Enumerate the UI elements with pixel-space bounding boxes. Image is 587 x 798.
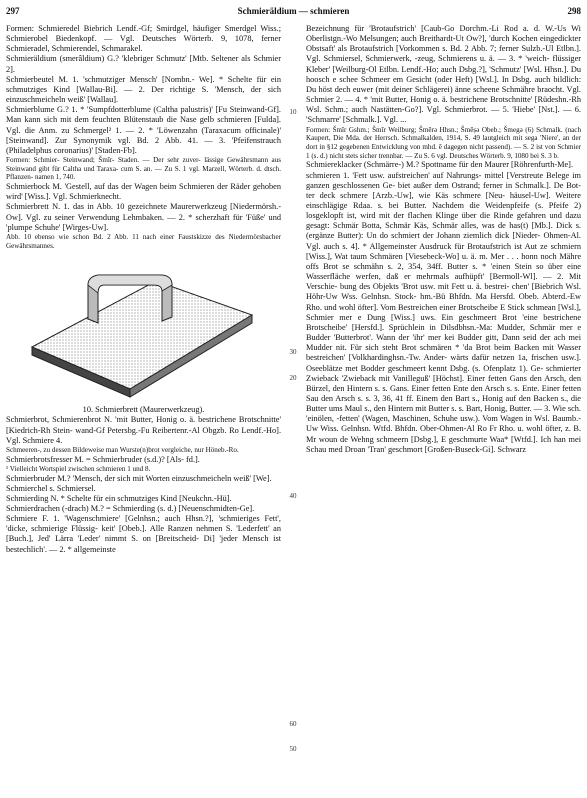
text-line: Schmierbeutel M. 1. 'schmutziger Mensch' [Nombn.- bbox=[6, 74, 195, 84]
text-line: schmieren 1. 'Fett usw. aufstreichen' auf Nahrungs- bbox=[306, 170, 482, 180]
text-line: und 'plumpe Schuhe' [Wirges-Uw]. bbox=[6, 212, 281, 232]
schmierbrett-drawing bbox=[26, 255, 256, 401]
entry-schmierbrotsfresser-note bbox=[6, 465, 281, 474]
text-line: usw.). Vom Wagen in Wsl. Baumb.-Uw Wiss. Gelnhsn. bbox=[306, 414, 582, 434]
text-line: Nachdem die Weidenpfeife (s. Pfeife 2) losgeklopft ist, bbox=[306, 201, 581, 221]
text-line: für Brotaufstrich ist Aut ze schmiern [Wiss.], Wat taum bbox=[306, 241, 581, 261]
text-line: den Maurer [Röhrenfurth-Me]. bbox=[470, 160, 574, 170]
text-line: Schmieren der Räder gehoben wird' [Wiss.]. Vgl. bbox=[6, 182, 281, 202]
text-line: uws. Ein geschmeert Brot 'eine bestrichene Brotscheibe' bbox=[306, 312, 582, 332]
entry-schmierbeutel bbox=[6, 75, 281, 105]
text-line: [Neukchn.-Hü]. bbox=[179, 493, 232, 503]
text-line: Obeb.; Šmegə (6) Schmalk. (nach Kaupert, Die Mda. der Herrsch. bbox=[306, 125, 581, 143]
entry-schmiere bbox=[6, 514, 281, 555]
left-column bbox=[6, 24, 281, 555]
text-line: wand-Gf Petersbg.-Fu Reibertenr.-Al Obgzb. Ro bbox=[75, 425, 239, 435]
entry-schmierdrachen bbox=[6, 504, 281, 514]
text-line: bung des Objekts 'Brot usw. mit Fett u. ä. bestrei- bbox=[339, 282, 510, 292]
text-line: Verwendung Lehmbaken. — 2. * scherzhaft für 'Füße' bbox=[77, 212, 266, 222]
text-line: Schmierchel s. Schmiersel. bbox=[6, 483, 96, 493]
text-line: Breithardt-Ut Ow?], 'durch Kochen eingedickter bbox=[419, 34, 582, 44]
text-line: (Taraxacum officinale)' [Steinwand]. Zur Synonymik bbox=[6, 125, 281, 145]
text-line: vgl. Deutsches Wörterb. 9, 1080 bei S. 3 b. bbox=[436, 151, 559, 160]
text-line: Schmalkalden, 1914, S. 49 lautgleich mit sega 'Niere', an der dort in bbox=[306, 134, 581, 151]
entry-schmieren bbox=[306, 171, 581, 455]
text-line: Obstsaft' als Brotaufstrich [Vorkommen s. Bd. 2 bbox=[306, 44, 469, 54]
text-line: Vgl. die Anm. zu Schmergel² 1. — 2. * 'Löwenzahn bbox=[6, 125, 198, 135]
text-line: [Neuenschmidten-Ge]. bbox=[178, 503, 255, 513]
text-line: weiß' [Wallau]. bbox=[67, 95, 119, 105]
entry-schmierbock bbox=[6, 182, 281, 202]
text-line: keit' [Obeb.]. Alle Ranzen nehmen S. 'Lederfett' an bbox=[101, 524, 282, 534]
text-line: E Stick schmean [Wsl.], Schmier mer e Dung [Wiss.] bbox=[306, 302, 582, 322]
text-line: s. Gans. Einer fetten Ente den Arsch s. s. Ente. Einer bbox=[382, 383, 560, 393]
text-line: palustris)' [Fu Steinwand-Gf]. Man kann sich mit dem bbox=[6, 105, 281, 125]
text-line: Bezeichnung für 'Brotaufstrich' [Caub-Go Dorchm.-Li bbox=[306, 24, 499, 33]
entry-schmierchel bbox=[6, 484, 281, 494]
margin-line-number: 60 bbox=[289, 720, 297, 728]
text-line: Schmierblume G.? 1. * 'Sumpfdotterblume (Caltha bbox=[6, 105, 178, 115]
schmierbrett-figure bbox=[6, 255, 281, 403]
margin-line-number: 50 bbox=[289, 745, 297, 753]
margin-line-number: 30 bbox=[289, 348, 297, 356]
text-line: Formen: Schmier- Steinwand; Šmīr- Staden. — Der sehr zuver- bbox=[6, 156, 201, 165]
text-line: Hintern mit Butter s. s. Bart, Honig, Butter. — 3. Wie bbox=[387, 404, 566, 414]
text-line: Ohmen-Al. Vgl. auch s. 4]. * Allgemeinster Ausdruck bbox=[306, 231, 581, 251]
text-line: bildlich: Du höst dech euwer (mit deiner Schlägerei) bbox=[306, 74, 582, 94]
margin-line-number: 20 bbox=[289, 374, 297, 382]
text-line: Schmär mer e Budder 'Butterbrot'. Wann der 'ihr' mer bbox=[306, 322, 582, 343]
margin-line-number: 10 bbox=[289, 108, 297, 116]
entry-schmierbrotsfresser bbox=[6, 455, 281, 465]
text-line: Hhsn.?], 'schmieriges Fett', 'dicke, schmierige Flüssig- bbox=[6, 514, 281, 534]
text-line: Schmeer em Gesicht (oder Heft) [Wsl.]. In Dsbg. auch bbox=[360, 74, 551, 84]
text-line: S. 2 ist von Schmier 1 (s. d.) nicht stets sicher trennbar. — Zu S. 6 bbox=[306, 142, 581, 160]
text-line: Di] 'jeder Mensch ist bestechlich'. — 2. * allgemeinste bbox=[6, 534, 282, 554]
text-line: Abb. 7; ferner Sulzb.-Ul Etlbn.]. Vgl. Schmiersel, bbox=[306, 44, 581, 64]
text-line: [Buch.], Jed' Lärra 'Leder' nimmt S. on [Breitscheid- bbox=[6, 534, 199, 544]
text-line: coronarius)' [Staden-Fb]. bbox=[53, 145, 137, 155]
text-line: biet außer dem Ostrand; ferner in Schmalk.]. De Bot- bbox=[397, 180, 581, 190]
text-line: [Schmalk.]. Vgl. ... bbox=[342, 115, 407, 125]
entry-abb10-note bbox=[6, 233, 281, 250]
text-line: lässige Gewährsmann aus Steinwand gibt für Caltha und Taraxa- bbox=[6, 156, 281, 173]
text-line: sich steht Brot schmären * 'da Brot beim Backen mit bbox=[365, 343, 554, 353]
text-line: des Niedermörsbacher Gewährsmannes. bbox=[6, 232, 281, 250]
entry-schmierblume bbox=[6, 105, 281, 156]
entry-schmierbrett bbox=[6, 202, 281, 232]
entry-formen bbox=[6, 24, 281, 54]
margin-line-number: 40 bbox=[289, 492, 297, 500]
text-line: und dazu gesagt: Schmär Botta, Schmär Käs, Schmär bbox=[306, 211, 582, 231]
text-line: Droan 'Tran' geschmort [Großen-Buseck-Gi]. Schwarz bbox=[344, 444, 526, 454]
text-line: Schmiereklacker (Schmärre-) M.? Spottname für bbox=[306, 160, 469, 170]
text-line: geschmurte Waa* [Wtfd.]. Ich han mei Schau med bbox=[306, 434, 581, 454]
text-line: Wtfd. Bhfdn. Ober-Ohmen-Al Ro Fr Rho. u. wohl bbox=[373, 424, 543, 434]
text-line: [Hersfd.]. Sprüchlein in Dilsdbhsn.-Ma: Mudder, bbox=[351, 322, 526, 332]
text-line: einzuschmeicheln weiß' [We]. bbox=[171, 473, 272, 483]
text-line: vgl. Bd. 2 Abb. 41. — 3. 'Pfeifenstrauch (Philadelphus bbox=[6, 135, 282, 155]
text-line: [Mtb. Seltener als Schmier 2]. bbox=[6, 54, 281, 74]
text-line: Schmierbruder M.? 'Mensch, der sich mit Worten bbox=[6, 473, 170, 483]
text-line: Schmären [Viesebeck-Wo] u. ä. m. Mer . . . honn noch bbox=[369, 251, 557, 261]
text-line: Schmierknecht. bbox=[69, 192, 122, 202]
text-line: hm.-Bü Bhfdn. Ma Hersfd. Obeb. Abterd.-Ew Rho. bbox=[306, 292, 581, 312]
text-line: änne scheene Schmähre braocht. Vgl. Schmier 2. — bbox=[306, 84, 582, 105]
text-line: Lendf.-Ho]. Vgl. Schmiere 4. bbox=[6, 425, 282, 445]
text-line: Schmierdrachen (-drach) M.? = Schmierding (s. d.) bbox=[6, 503, 177, 513]
text-line: sch. 'einölen, -fetten' (Wagen, Maschinen, Schuhe bbox=[306, 404, 581, 424]
text-line: Honig auf den Backen s., die Butter ums Maul s., den bbox=[306, 393, 581, 414]
text-line: fd.]. bbox=[186, 454, 200, 464]
text-line: Schmierbrotsfresser M. = Schmierbruder (s.d.)? [Als- bbox=[6, 454, 184, 464]
entry-schmierbrot-formen bbox=[6, 446, 281, 455]
text-line: fetten Sau den Arsch s. s. 3, 36, 41 ff. Einem den Bart s., bbox=[306, 383, 581, 403]
text-line: Formen: Schmieredel Biebrich Lendf.-Gf; Smirdgel, häufiger bbox=[6, 24, 221, 33]
text-line: Wasser bestreichen' [Volkhardinghsn.-Tw. Ander- bbox=[306, 343, 581, 363]
entry-schmierding bbox=[6, 494, 281, 504]
text-line: Mähre offs Brot se schmähn s. 2, 354, 34ff. Butter s. bbox=[306, 251, 582, 271]
text-line: Formen: Šmīr Gshm.; Šmīr Weilburg; Šmērə Hhsn.; Šmēṣə bbox=[306, 125, 480, 134]
text-line: Einer fetten Gans den Arsch, den Bürzel, den Hintern s. bbox=[306, 373, 582, 393]
text-line: 9, 1078, ferner Schmieradel, Schmierendel, Schmarakel. bbox=[6, 34, 282, 54]
text-line: Abb. 10 ebenso wie schon Bd. 2 Abb. 11 nach einer Faustskizze bbox=[6, 232, 212, 241]
text-line: ter deck schmere [Arzb.-Uw], wie Käs schmere [Neu- bbox=[306, 190, 506, 200]
text-line: namen 1, 740. bbox=[34, 173, 76, 182]
text-line: Schmierbrot. — 5. 'Hiebe' [Nst.]. — 6. 'Schmarre' bbox=[306, 105, 581, 125]
text-line: kei Budder gitt, Dann seid der ach mei Mudder nit. Für bbox=[306, 333, 581, 353]
text-line: 4. * 'mit Butter, Honig o. ä. bestrichene Brotschnitte' bbox=[355, 95, 533, 105]
text-line: Schmierding N. * Schelte für ein schmutziges Kind bbox=[6, 493, 177, 503]
text-line: wärts dafür netzen 1a, frischen usw.]. Oseeblätze met bbox=[306, 353, 581, 373]
text-line: Smerdgel Wiss.; Schmierobel Biedenkopf. — Vgl. Deutsches Wörterb. bbox=[6, 24, 281, 44]
text-line: Schmierbrett N. 1. das in Abb. 10 gezeichnete bbox=[6, 202, 167, 212]
text-line: Un do schmiert der Johann ziemlich dick [Nieder- bbox=[366, 231, 541, 241]
left-page-number: 297 bbox=[6, 6, 20, 16]
text-line: §12 gegebenen Entwicklung von mhd. ē dagegen nicht passend). — bbox=[326, 142, 522, 151]
text-line: häusel-Uw]. Weitere einschlägige Rdaa. s. bei Butter. bbox=[306, 190, 581, 210]
text-line: feuchten Blütenstaub die Nase gelb schmieren [Fulda]. bbox=[92, 115, 281, 125]
entry-schmierbrot bbox=[6, 415, 281, 445]
text-line: alles, was de has(t) [Mb.]. Dick s. (ergänze Butter): bbox=[306, 221, 582, 241]
running-title: Schmieräldium — schmieren bbox=[237, 6, 350, 16]
text-line: flüssiger Kleber' [Weilburg-Ol Etlbn. Lendf.-Ho; auch bbox=[306, 54, 582, 74]
text-line: Schmierbock M. 'Gestell, auf das der Wagen beim bbox=[6, 182, 177, 192]
text-line: cum S. an. — Zu S. 1 vgl. Marzell, Wörterb. d. dtsch. Pflanzen- bbox=[6, 164, 281, 182]
text-line: We]. * Schelte für ein schmutziges Kind [Wallau-Bi]. bbox=[6, 74, 281, 94]
text-line: Schmeeren-, zu dessen Bildeweise man Wurste(n)brot vergleiche, bbox=[6, 445, 193, 454]
right-column bbox=[306, 24, 581, 455]
text-line: Schmieräldium (smerâldium) G.? 'klebriger Schmutz' bbox=[6, 54, 187, 64]
text-line: mehrmals aufhüpft' [Bermoll-Wl]. — 2. Mit Verschie- bbox=[306, 272, 582, 292]
text-line: Rod a. d. W.-Us Wi Oberlistgn.-Wo Melsungen; auch bbox=[306, 24, 581, 44]
text-line: Schmiere F. 1. 'Wagenschmiere' [Gelnhsn.; auch bbox=[6, 514, 181, 524]
text-line: Schmierwerk, -zeug, Schmierens u. ä. — 3. * 'weich- bbox=[365, 54, 550, 64]
text-line: mittel [Verstreute Belege im ganzen geschlossenen Ge- bbox=[306, 170, 581, 190]
entry-schmierbruder bbox=[6, 474, 281, 484]
text-line: und wohl öfter]. Vom Bestreichen einer Brotscheibe bbox=[324, 302, 498, 312]
text-line: ¹ Vielleicht Wortspiel zwischen schmieren 1 und 8. bbox=[6, 464, 151, 473]
text-line: Schmierbrot, Schmierenbrot N. 'mit Butter, Honig bbox=[6, 415, 177, 425]
entry-schmiereklacker bbox=[306, 160, 581, 170]
figure-caption: 10. Schmierbrett (Maurerwerkzeug). bbox=[82, 405, 205, 415]
text-line: öfter, z. B. Mr woun de Wehng schmeern [Dsbg.], E bbox=[306, 424, 582, 444]
right-page-number: 298 bbox=[567, 6, 581, 16]
entry-schmierblume-formen bbox=[6, 156, 281, 182]
entry-schmieraldium bbox=[6, 54, 281, 74]
text-line: Maurerwerkzeug [Niedermörsh.-Ow]. Vgl. zu seiner bbox=[6, 202, 282, 222]
text-line: wird mit der flachen Klinge über die Rinde gefahren bbox=[360, 211, 546, 221]
entry-schmiere-formen bbox=[306, 126, 581, 161]
entry-schmiere-cont bbox=[306, 24, 581, 126]
text-line: schmierter Zwieback 'Zwieback mit Vanilleguß' [Höchst]. bbox=[306, 363, 581, 383]
text-line: — 2. Der richtige S. 'Mensch, der sich einzuschmeicheln bbox=[6, 84, 281, 105]
text-line: nur Höneb.-Ro. bbox=[194, 445, 239, 454]
text-line: * 'einen Stein so über eine Wasserfläche werfen, daß er bbox=[306, 261, 581, 282]
text-line: Dsbg.?], 'Schmutz' [Wsl. Hhsn.]. Du hoosch e schee bbox=[306, 64, 581, 84]
text-line: o. ä. bestrichene Brotschnitte' [Kiedrich-Rh Stein- bbox=[6, 415, 281, 435]
text-line: chen' [Biebrich Wsl. Höhr-Uw Wss. Gelnhsn. Stock- bbox=[306, 282, 581, 302]
text-line: [Rüdeshn.-Rh Wsl. Schm.; auch Nastätten-Go?]. Vgl. bbox=[306, 95, 582, 115]
text-line: Bodder geschmeert kennt Dsbg. (s. Ofenplatz 1). Ge- bbox=[360, 363, 544, 373]
